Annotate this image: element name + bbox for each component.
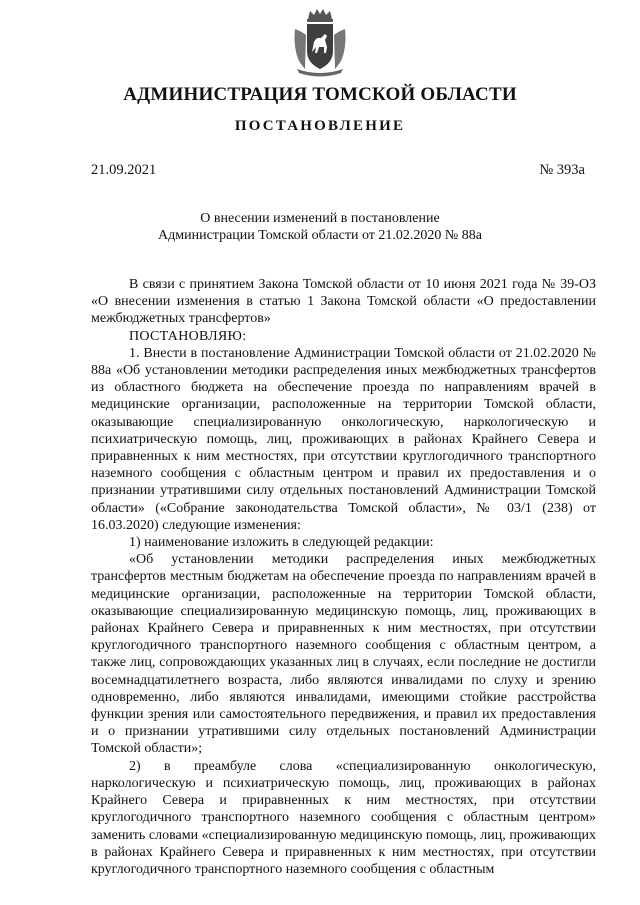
document-subject	[0, 210, 640, 244]
subject-line-2: Администрации Томской области от 21.02.2020 № 88а	[158, 228, 482, 243]
tomsk-oblast-coat-of-arms-icon	[291, 7, 349, 77]
decree-word: ПОСТАНОВЛЯЮ:	[129, 328, 247, 344]
item-1-paragraph: 1. Внести в постановление Администрации Томской области от 21.02.2020 № 88а «Об установлении методики распределения иных межбюджетных трансфертов из областного бюджета на обеспечение проезда по направлениям врачей в медицинские организации, расположенные на территории Томской области, оказывающие специализированную онкологическую, наркологическую и психиатрическую помощь, лиц, проживающих в районах Крайнего Севера и приравненных к ним местностях, при отсутствии круглогодичного транспортного наземного сообщения с областным центром и правил их предоставления и о признании утратившими силу отдельных постановлений Администрации Томской области» («Собрание законодательства Томской области», № 03/1 (238) от 16.03.2020) следующие изменения:	[91, 345, 596, 533]
quote-1-paragraph: «Об установлении методики распределения иных межбюджетных трансфертов местным бюджетам на обеспечение проезда по направлениям врачей в медицинские организации, расположенные на территории Томской области, оказывающие специализированную медицинскую помощь, лиц, проживающих в районах Крайнего Севера и приравненных к ним местностях, при отсутствии круглогодичного транспортного наземного сообщения с областным центром, а также лиц, сопровождающих указанных лиц в случаях, если последние не достигли восемнадцатилетнего возраста, либо являются инвалидами по слуху и зрению одновременно, либо являются инвалидами, имеющими стойкие расстройства функции зрения или самостоятельного передвижения, и правил их предоставления и о признании утратившими силу отдельных постановлений Администрации Томской области»;	[91, 552, 596, 757]
subitem-2-paragraph: 2) в преамбуле слова «специализированную онкологическую, наркологическую и психиатрическую помощь, лиц, проживающих в районах Крайнего Севера и приравненных к ним местностях, при отсутствии круглогодичного транспортного наземного сообщения с областным центром» заменить словами «специализированную медицинскую помощь, лиц, проживающих в районах Крайнего Севера и приравненных к ним местностях, при отсутствии круглогодичного транспортного наземного сообщения с областным	[91, 758, 596, 877]
document-number: № 393а	[539, 162, 585, 178]
document-date: 21.09.2021	[91, 162, 157, 178]
document-body	[91, 276, 596, 878]
subitem-1-paragraph: 1) наименование изложить в следующей редакции:	[129, 535, 434, 551]
intro-paragraph: В связи с принятием Закона Томской области от 10 июня 2021 года № 39-ОЗ «О внесении изменения в статью 1 Закона Томской области «О предоставлении межбюджетных трансфертов»	[91, 277, 596, 327]
document-type: ПОСТАНОВЛЕНИЕ	[234, 118, 406, 134]
subject-line-1: О внесении изменений в постановление	[200, 211, 440, 226]
organization-title: АДМИНИСТРАЦИЯ ТОМСКОЙ ОБЛАСТИ	[123, 84, 517, 105]
